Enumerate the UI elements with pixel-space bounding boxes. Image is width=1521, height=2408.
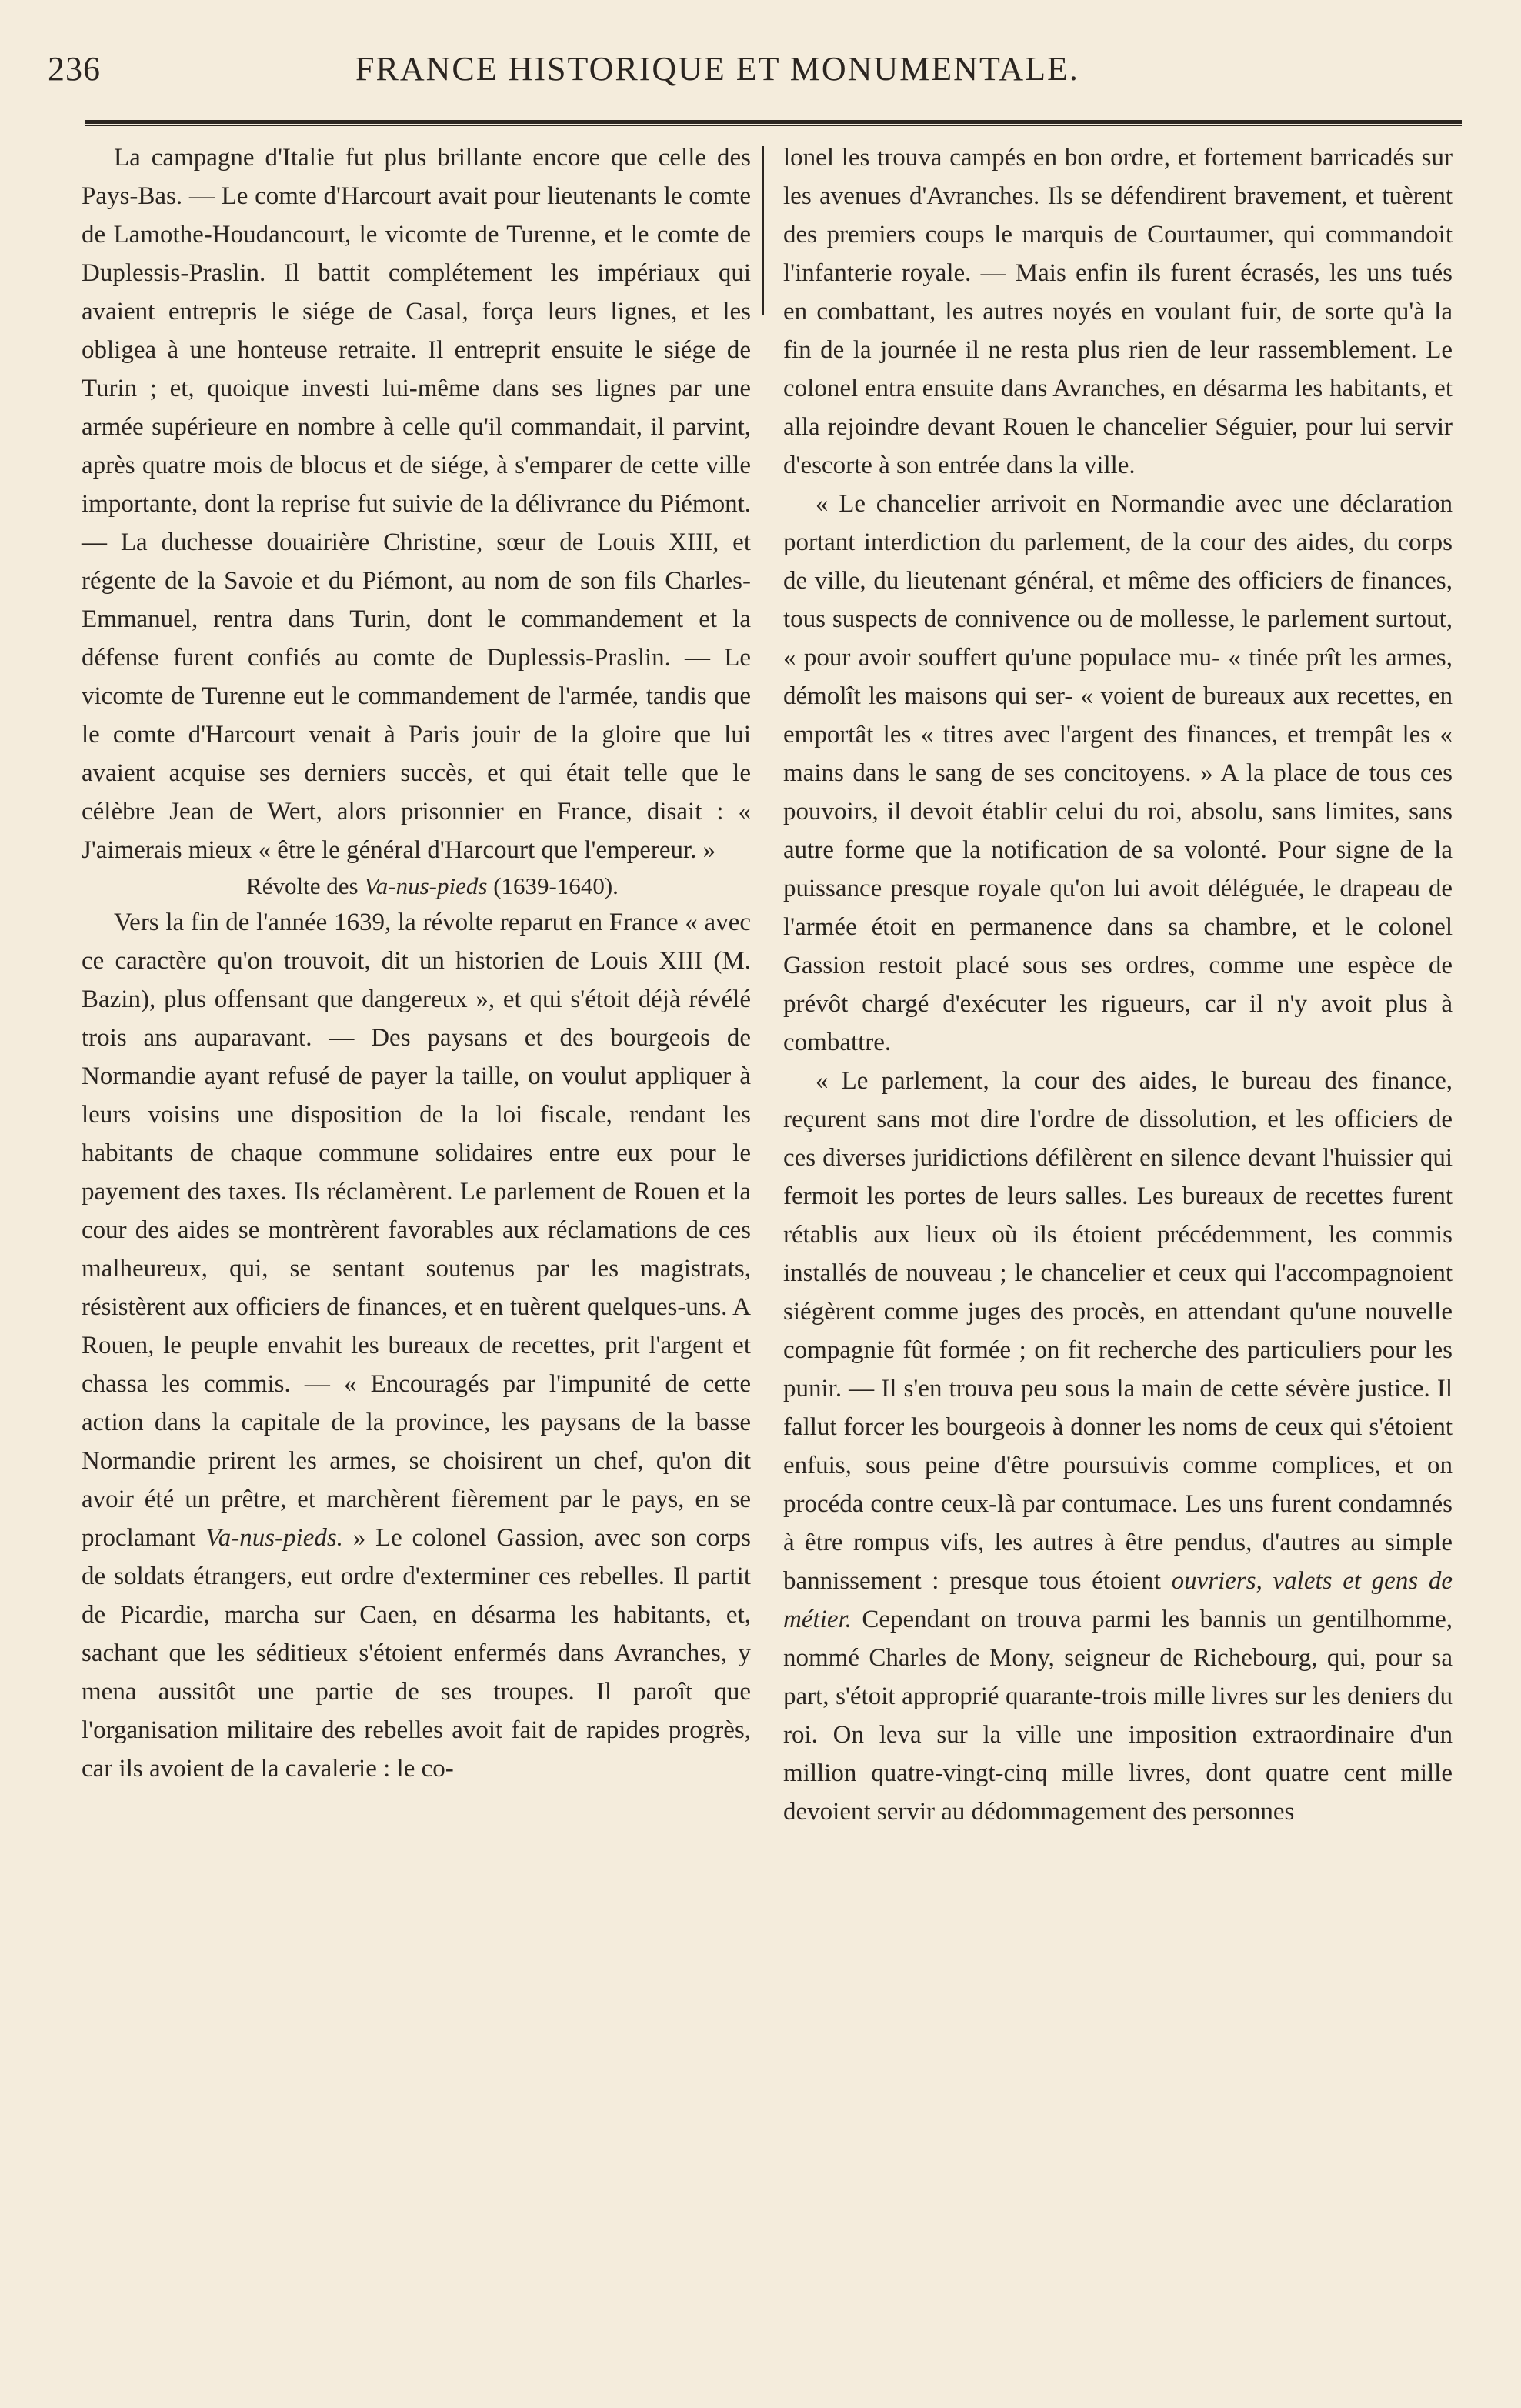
paragraph-avranches: lonel les trouva campés en bon ordre, et fortement barricadés sur les avenues d'Avranches. Ils se défendirent bravement, et tuèrent des premiers coups le marquis de Courtaumer, qui commandoit l'infanterie royale. — Mais enfin ils furent écrasés, les uns tués en combattant, les autres noyés en voulant fuir, de sorte qu'à la fin de la journée il ne resta plus rien de leur rassemblement. Le colonel entra ensuite dans Avranches, en désarma les habitants, et alla rejoindre devant Rouen le chancelier Séguier, pour lui servir d'escorte à son entrée dans la ville. xyxy=(783,144,1453,479)
paragraph-parliament-tail: Cependant on trouva parmi les bannis un gentilhomme, nommé Charles de Mony, seigneur de Richebourg, qui, pour sa part, s'étoit approprié quarante-trois mille livres sur les deniers du roi. On leva sur la ville une imposition extraordinaire d'un million quatre-vingt-cinq mille livres, dont quatre cent mille devoient servir au dédommagement des personnes xyxy=(783,1606,1453,1826)
paragraph-parliament-italic: ouvriers, valets et gens de métier. xyxy=(783,1567,1453,1633)
paragraph-revolt-italic: Va-nus-pieds. xyxy=(205,1524,343,1552)
paragraph-chancellor: « Le chancelier arrivoit en Normandie avec une déclaration portant interdiction du parlement, de la cour des aides, du corps de ville, du lieutenant général, et même des officiers de finances, tous suspects de connivence ou de mollesse, le parlement surtout, « pour avoir souffert qu'une populace mu- « tinée prît les armes, démolît les maisons qui ser- « voient de bureaux aux recettes, en emportât les « titres avec l'argent des finances, et trempât les « mains dans le sang de ses concitoyens. » A la place de tous ces pouvoirs, il devoit établir celui du roi, absolu, sans limites, sans autre forme que la notification de sa volonté. Pour signe de la puissance presque royale qu'on lui avoit déléguée, le drapeau de l'armée étoit en permanence dans sa chambre, et le colonel Gassion restoit placé sous ses ordres, comme une espèce de prévôt chargé d'exécuter les rigueurs, car il n'y avoit plus à combattre. xyxy=(783,490,1453,1056)
page-number: 236 xyxy=(48,50,101,88)
page-header xyxy=(48,49,1463,103)
paragraph-parliament xyxy=(783,1062,1453,1831)
paragraph-revolt-tail: » Le colonel Gassion, avec son corps de soldats étrangers, eut ordre d'exterminer ces rebelles. Il partit de Picardie, marcha sur Caen, en désarma les habitants, et, sachant que les séditieux s'étoient enfermés dans Avranches, y mena aussitôt une partie de ses troupes. Il paroît que l'organisation militaire des rebelles avoit fait de rapides progrès, car ils avoient de la cavalerie : le co- xyxy=(82,1524,752,1783)
paragraph-parliament-text: « Le parlement, la cour des aides, le bureau des finance, reçurent sans mot dire l'ordre de dissolution, et les officiers de ces diverses juridictions défilèrent en silence devant l'huissier qui fermoit les portes de leurs salles. Les bureaux de recettes furent rétablis aux lieux où ils étoient précédemment, les commis installés de nouveau ; le chancelier et ceux qui l'accompagnoient siégèrent comme juges des procès, en attendant qu'une nouvelle compagnie fût formée ; on fit recherche des particuliers pour les punir. — Il s'en trouva peu sous la main de cette sévère justice. Il fallut forcer les bourgeois à donner les noms de ceux qui s'étoient enfuis, sous peine d'être poursuivis comme complices, et on procéda contre ceux-là par contumace. Les uns furent condamnés à être rompus vifs, les autres à être pendus, d'autres au simple bannissement : presque tous étoient xyxy=(783,1067,1453,1595)
section-heading-suffix: (1639-1640). xyxy=(487,872,619,899)
paragraph-revolt xyxy=(82,903,751,1788)
left-column xyxy=(82,138,751,1788)
right-column xyxy=(783,138,1453,1831)
section-heading xyxy=(82,869,751,903)
column-divider xyxy=(762,146,764,315)
header-rule xyxy=(85,120,1462,126)
section-heading-prefix: Révolte des xyxy=(246,872,365,899)
running-title: FRANCE HISTORIQUE ET MONUMENTALE. xyxy=(355,50,1079,88)
paragraph-revolt-text: Vers la fin de l'année 1639, la révolte reparut en France « avec ce caractère qu'on trouvoit, dit un historien de Louis XIII (M. Bazin), plus offensant que dangereux », et qui s'étoit déjà révélé trois ans auparavant. — Des paysans et des bourgeois de Normandie ayant refusé de payer la taille, on voulut appliquer à leurs voisins une disposition de la loi fiscale, rendant les habitants de chaque commune solidaires entre eux pour le payement des taxes. Ils réclamèrent. Le parlement de Rouen et la cour des aides se montrèrent favorables aux réclamations de ces malheureux, qui, se sentant soutenus par les magistrats, résistèrent aux officiers de finances, et en tuèrent quelques-uns. A Rouen, le peuple envahit les bureaux de recettes, prit l'argent et chassa les commis. — « Encouragés par l'impunité de cette action dans la capitale de la province, les paysans de la basse Normandie prirent les armes, se choisirent un chef, qu'on dit avoir été un prêtre, et marchèrent fièrement par le pays, en se proclamant xyxy=(82,909,751,1552)
section-heading-italic: Va-nus-pieds xyxy=(364,872,488,899)
paragraph-italy-campaign: La campagne d'Italie fut plus brillante encore que celle des Pays-Bas. — Le comte d'Harcourt avait pour lieutenants le comte de Lamothe-Houdancourt, le vicomte de Turenne, et le comte de Duplessis-Praslin. Il battit complétement les impériaux qui avaient entrepris le siége de Casal, força leurs lignes, et les obligea à une honteuse retraite. Il entreprit ensuite le siége de Turin ; et, quoique investi lui-même dans ses lignes par une armée supérieure en nombre à celle qu'il commandait, il parvint, après quatre mois de blocus et de siége, à s'emparer de cette ville importante, dont la reprise fut suivie de la délivrance du Piémont. — La duchesse douairière Christine, sœur de Louis XIII, et régente de la Savoie et du Piémont, au nom de son fils Charles-Emmanuel, rentra dans Turin, dont le commandement et la défense furent confiés au comte de Duplessis-Praslin. — Le vicomte de Turenne eut le commandement de l'armée, tandis que le comte d'Harcourt venait à Paris jouir de la gloire que lui avaient acquise ses derniers succès, et qui était telle que le célèbre Jean de Wert, alors prisonnier en France, disait : « J'aimerais mieux « être le général d'Harcourt que l'empereur. » xyxy=(82,144,751,864)
